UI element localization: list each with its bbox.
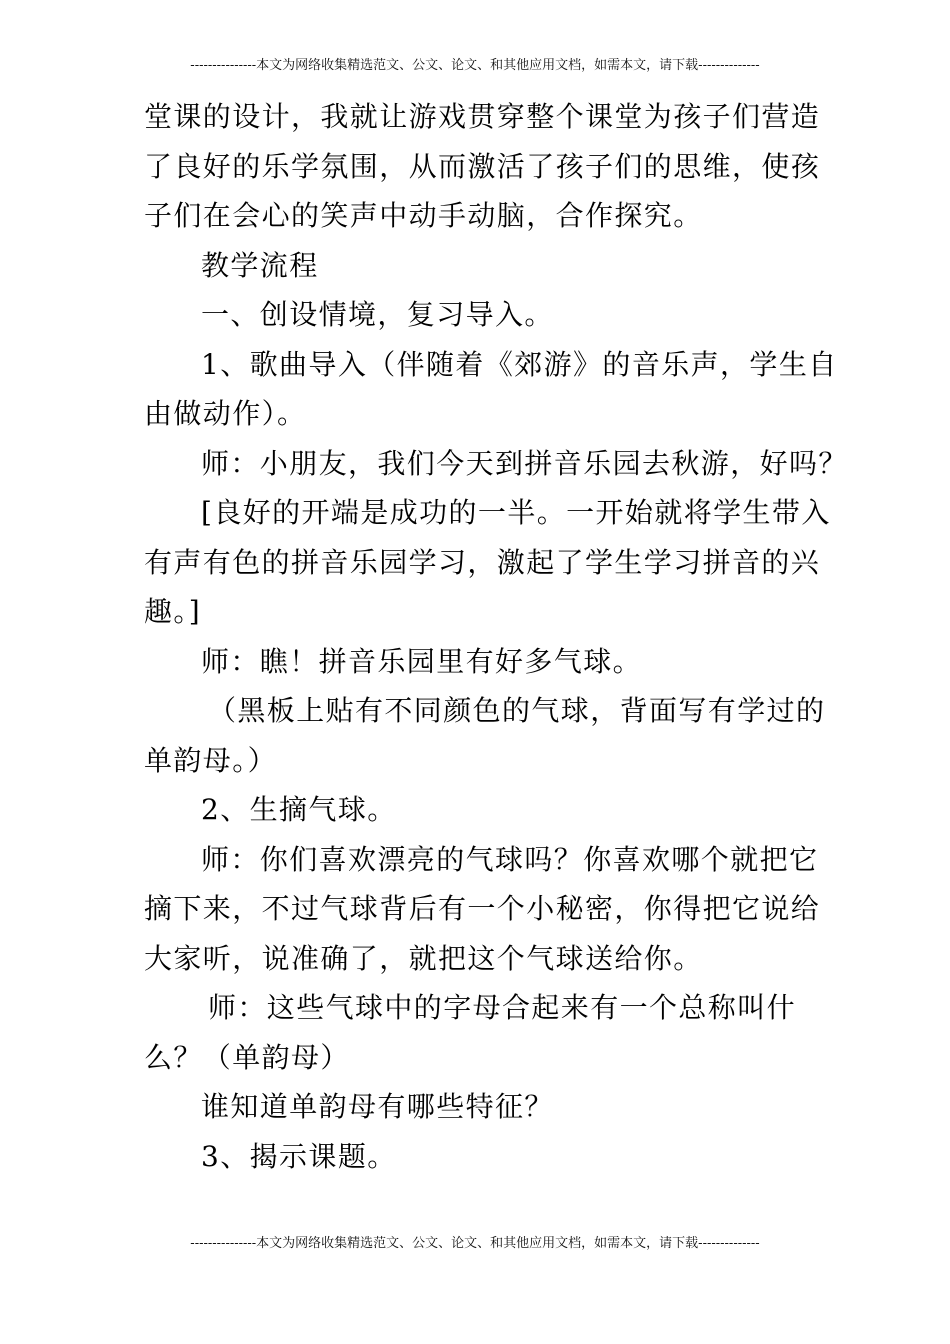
text-line: （黑板上贴有不同颜色的气球，背面写有学过的 bbox=[208, 694, 826, 727]
text-line: 1、歌曲导入（伴随着《郊游》的音乐声，学生自 bbox=[201, 347, 838, 381]
text-line: 单韵母。） bbox=[144, 743, 278, 777]
text-line: 谁知道单韵母有哪些特征？ bbox=[201, 1090, 554, 1123]
text-line: 么？（单韵母） bbox=[144, 1040, 350, 1074]
page-header: ---------------本文为网络收集精选范文、公文、论文、和其他应用文档，如需本文，请下载-------------- bbox=[190, 58, 760, 73]
text-line: 了良好的乐学氛围，从而激活了孩子们的思维，使孩 bbox=[144, 149, 821, 183]
text-line: 3、揭示课题。 bbox=[201, 1139, 397, 1173]
text-line: 师：瞧！拼音乐园里有好多气球。 bbox=[201, 644, 643, 678]
text-line: 有声有色的拼音乐园学习，激起了学生学习拼音的兴 bbox=[144, 545, 821, 579]
page-footer: ---------------本文为网络收集精选范文、公文、论文、和其他应用文档，如需本文，请下载-------------- bbox=[190, 1236, 760, 1251]
text-line: 由做动作）。 bbox=[144, 397, 307, 430]
text-line: 2、生摘气球。 bbox=[201, 793, 397, 826]
text-line: 摘下来，不过气球背后有一个小秘密，你得把它说给 bbox=[144, 892, 821, 925]
text-line: 堂课的设计，我就让游戏贯穿整个课堂为孩子们营造 bbox=[144, 100, 821, 133]
section-heading: 一、创设情境，复习导入。 bbox=[201, 298, 554, 331]
text-line: 趣。] bbox=[144, 595, 202, 628]
text-line: 子们在会心的笑声中动手动脑，合作探究。 bbox=[144, 199, 703, 232]
text-line: 师：你们喜欢漂亮的气球吗？你喜欢哪个就把它 bbox=[201, 842, 819, 876]
text-line: 师：这些气球中的字母合起来有一个总称叫什 bbox=[208, 991, 797, 1024]
document-body bbox=[144, 92, 848, 1181]
text-line: 师：小朋友，我们今天到拼音乐园去秋游，好吗？ bbox=[201, 446, 848, 480]
text-line: 大家听，说准确了，就把这个气球送给你。 bbox=[144, 941, 703, 975]
text-line: [良好的开端是成功的一半。一开始就将学生带入 bbox=[201, 496, 831, 529]
section-heading: 教学流程 bbox=[201, 248, 319, 282]
